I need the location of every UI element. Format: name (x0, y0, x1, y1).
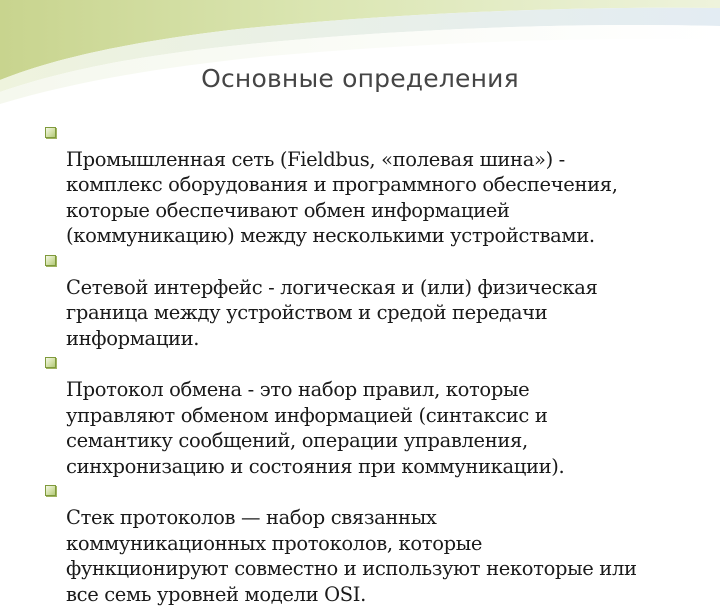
item-text: Сетевой интерфейс - логическая и (или) физическая граница между устройством и средой передачи информации. (66, 275, 598, 350)
square-bullet-icon (45, 127, 56, 138)
square-bullet-icon (45, 485, 56, 496)
list-item (44, 351, 708, 479)
item-text: Протокол обмена - это набор правил, которые управляют обменом информацией (синтаксис и семантику сообщений, операции управления, синхронизацию и состояния при коммуникации). (66, 377, 565, 478)
item-text: Стек протоколов — набор связанных коммуникационных протоколов, которые функционируют совместно и используют некоторые или все семь уровней модели OSI. (66, 505, 637, 606)
list-item (44, 121, 708, 249)
definitions-list (44, 121, 708, 607)
list-item (44, 249, 708, 351)
list-item (44, 479, 708, 607)
item-text: Промышленная сеть (Fieldbus, «полевая шина») - комплекс оборудования и программного обеспечения, которые обеспечивают обмен информацией (коммуникацию) между несколькими устройствами. (66, 147, 618, 248)
square-bullet-icon (45, 255, 56, 266)
header-wave-decoration (0, 0, 720, 110)
slide-title: Основные определения (201, 64, 519, 93)
square-bullet-icon (45, 357, 56, 368)
